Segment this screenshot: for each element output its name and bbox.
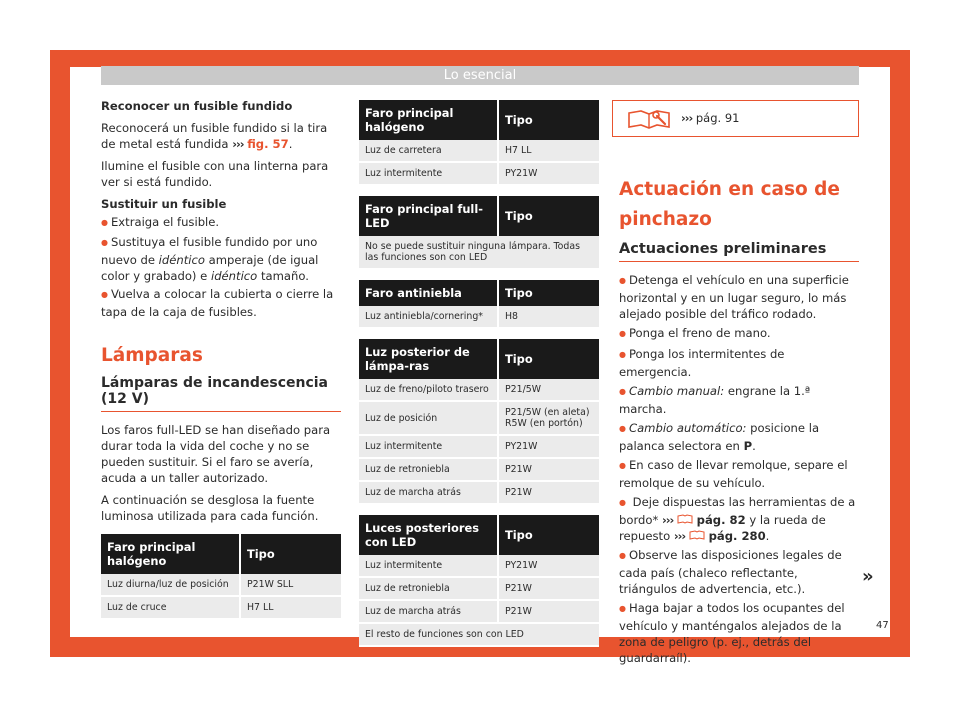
section-title-pinchazo: Actuación en caso de pinchazo [619,179,840,230]
bullet-remolque: ● En caso de llevar remolque, separe el remolque de su vehículo. [619,457,859,491]
table-row [359,236,599,269]
table-cell: PY21W [498,162,599,185]
table-cell: Luz de retroniebla [359,577,498,600]
figure-link[interactable]: fig. 57 [247,137,289,151]
emphasis: Cambio automático: [628,421,747,435]
ref-arrows: ››› [661,513,674,527]
column-3 [619,175,859,669]
table-cell: Luz diurna/luz de posición [101,574,240,596]
table-row [101,596,341,619]
page-link[interactable]: pág. 82 [696,513,746,527]
table-cell: P21W [498,577,599,600]
punctuation: . [752,439,756,453]
subsection-title-actuaciones: Actuaciones preliminares [619,241,859,262]
table-cell: Luz de freno/piloto trasero [359,379,498,401]
table-cell: Luz intermitente [359,555,498,577]
table-cell: H7 LL [240,596,341,619]
paragraph-ilumine: Ilumine el fusible con una linterna para ver si está fundido. [101,159,329,189]
page-link[interactable]: pág. 280 [708,529,766,543]
emphasis: idéntico [158,253,205,267]
bullet-cambio-automatico [619,420,859,454]
paragraph-reconocer [101,120,341,152]
bullet-coloque: ● Vuelva a colocar la cubierta o cierre la tapa de la caja de fusibles. [101,286,341,320]
table-cell: Luz antiniebla/cornering* [359,306,498,328]
bullet-text: amperaje (de igual color y grabado) e [101,253,319,283]
book-wrench-icon [627,107,673,135]
table-cell: P21W [498,600,599,623]
table-cell: Luz intermitente [359,435,498,458]
ref-page: pág. 91 [695,111,740,125]
reference-link[interactable] [681,111,739,125]
table-cell: Luz de retroniebla [359,458,498,481]
bullet-disposiciones: ● Observe las disposiciones legales de cada país (chaleco reflectante, triángulos de advertencia, etc.). [619,547,859,597]
bullet-text: Sustituya el fusible fundido por uno nuevo de [101,235,318,267]
table-header: Faro principal halógeno [101,534,240,574]
bullet-intermitentes: ● Ponga los intermitentes de emergencia. [619,346,859,380]
table-faro-halogeno-1 [101,534,341,620]
table-cell: P21/5W (en aleta) R5W (en portón) [498,401,599,435]
bullet-extraiga: ● Extraiga el fusible. [101,214,341,232]
continue-marker: » [862,566,874,587]
emphasis: idéntico [210,269,258,283]
punctuation: . [288,137,293,151]
table-cell: P21W [498,481,599,504]
bullet-text: y la rueda de repuesto [619,513,826,543]
page-header: Lo esencial [101,66,859,85]
paragraph-text: Reconocerá un fusible fundido si la tira de metal está fundida [101,121,328,151]
table-row [359,435,599,458]
paragraph-full-led: Los faros full-LED se han diseñado para durar toda la vida del coche y no se pueden sustituir. Si el faro se avería, acuda a un taller autorizado. [101,423,331,485]
table-cell: P21/5W [498,379,599,401]
table-row [359,401,599,435]
ref-arrows: ››› [681,111,693,125]
ref-arrows: ››› [232,137,244,151]
table-cell: P21W [498,458,599,481]
wrench-icon [677,513,693,527]
table-row [359,379,599,401]
table-cell: Luz de marcha atrás [359,481,498,504]
reference-box [612,100,859,137]
heading-sustituir: Sustituir un fusible [101,197,227,211]
table-header: Tipo [240,534,341,574]
table-row [359,577,599,600]
table-row [359,623,599,646]
table-cell: Luz de carretera [359,140,498,162]
bullet-text: posicione la palanca selectora en [619,421,820,453]
page-number: 47 [876,620,889,631]
table-cell: PY21W [498,435,599,458]
table-cell: H8 [498,306,599,328]
table-header: Luces posteriores con LED [359,515,498,555]
table-row [359,162,599,185]
table-cell: No se puede sustituir ninguna lámpara. Todas las funciones son con LED [359,236,599,269]
table-header: Faro principal halógeno [359,100,498,140]
table-header: Tipo [498,196,599,236]
table-cell: PY21W [498,555,599,577]
column-1 [101,98,341,620]
table-luz-posterior-lamparas [359,339,599,505]
heading-reconocer: Reconocer un fusible fundido [101,99,293,113]
table-cell: El resto de funciones son con LED [359,623,599,646]
column-2 [359,100,599,647]
bullet-cambio-manual [619,383,859,417]
table-cell: Luz de posición [359,401,498,435]
table-header: Faro principal full-LED [359,196,498,236]
ref-arrows: ››› [673,529,686,543]
table-faro-halogeno-2 [359,100,599,186]
table-cell: Luz de marcha atrás [359,600,498,623]
table-cell: Luz de cruce [101,596,240,619]
table-luces-posteriores-led [359,515,599,647]
table-row [359,600,599,623]
table-faro-full-led [359,196,599,270]
table-row [101,574,341,596]
gear-letter: P [743,439,753,453]
table-header: Tipo [498,515,599,555]
table-faro-antiniebla [359,280,599,329]
table-cell: Luz intermitente [359,162,498,185]
emphasis: Cambio manual: [628,384,725,398]
section-title-lamparas: Lámparas [101,345,203,366]
table-row [359,306,599,328]
table-row [359,140,599,162]
table-row [359,458,599,481]
bullet-herramientas [619,494,859,544]
wrench-icon [689,529,705,543]
subsection-title-incandescencia: Lámparas de incandescencia (12 V) [101,375,341,412]
table-header: Luz posterior de lámpa-ras [359,339,498,379]
table-row [359,555,599,577]
bullet-ocupantes: ● Haga bajar a todos los ocupantes del vehículo y manténgalos alejados de la zona de peligro (p. ej., detrás del guardarraíl). [619,600,859,666]
table-header: Tipo [498,100,599,140]
table-header: Faro antiniebla [359,280,498,306]
punctuation: . [765,529,770,543]
table-cell: H7 LL [498,140,599,162]
table-header: Tipo [498,339,599,379]
bullet-text: tamaño. [257,269,309,283]
table-cell: P21W SLL [240,574,341,596]
bullet-sustituya [101,234,341,284]
table-header: Tipo [498,280,599,306]
bullet-detenga: ● Detenga el vehículo en una superficie horizontal y en un lugar seguro, lo más alejado posible del tráfico rodado. [619,272,859,322]
paragraph-desglose: A continuación se desglosa la fuente luminosa utilizada para cada función. [101,493,319,523]
bullet-text: Deje dispuestas las herramientas de a bordo* [619,495,856,527]
bullet-freno: ● Ponga el freno de mano. [619,325,859,343]
bullet-text: engrane la 1.ª marcha. [619,384,811,416]
table-row [359,481,599,504]
